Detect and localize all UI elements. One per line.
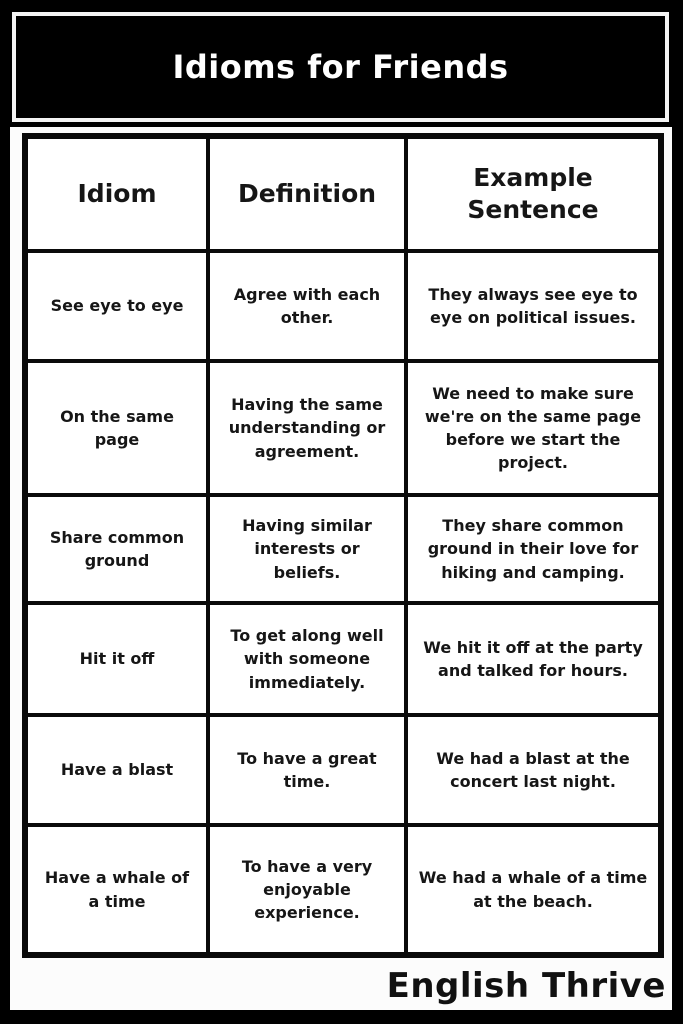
- definition-cell: Having similar interests or beliefs.: [208, 495, 406, 603]
- idiom-cell: Hit it off: [25, 603, 208, 715]
- table-row: [25, 251, 661, 361]
- brand-name: English Thrive: [386, 966, 666, 1006]
- idiom-cell: On the same page: [25, 361, 208, 495]
- idiom-cell: Share common ground: [25, 495, 208, 603]
- definition-cell: Agree with each other.: [208, 251, 406, 361]
- example-cell: They always see eye to eye on political issues.: [406, 251, 661, 361]
- example-cell: They share common ground in their love for hiking and camping.: [406, 495, 661, 603]
- idiom-cell: Have a whale of a time: [25, 825, 208, 955]
- definition-cell: To have a great time.: [208, 715, 406, 825]
- example-cell: We need to make sure we're on the same page before we start the project.: [406, 361, 661, 495]
- column-header-example-sentence: Example Sentence: [406, 136, 661, 251]
- table-row: [25, 603, 661, 715]
- table-row: [25, 715, 661, 825]
- table-row: [25, 825, 661, 955]
- column-header-definition: Definition: [208, 136, 406, 251]
- column-header-idiom: Idiom: [25, 136, 208, 251]
- idiom-cell: Have a blast: [25, 715, 208, 825]
- table-row: [25, 361, 661, 495]
- title-banner: [12, 12, 669, 122]
- definition-cell: To have a very enjoyable experience.: [208, 825, 406, 955]
- idiom-cell: See eye to eye: [25, 251, 208, 361]
- table-row: [25, 495, 661, 603]
- content-sheet: [10, 127, 672, 1010]
- example-cell: We had a blast at the concert last night.: [406, 715, 661, 825]
- example-cell: We hit it off at the party and talked for hours.: [406, 603, 661, 715]
- idioms-table: [22, 133, 664, 958]
- definition-cell: To get along well with someone immediately.: [208, 603, 406, 715]
- page-title: Idioms for Friends: [172, 48, 509, 86]
- definition-cell: Having the same understanding or agreement.: [208, 361, 406, 495]
- table-header-row: [25, 136, 661, 251]
- example-cell: We had a whale of a time at the beach.: [406, 825, 661, 955]
